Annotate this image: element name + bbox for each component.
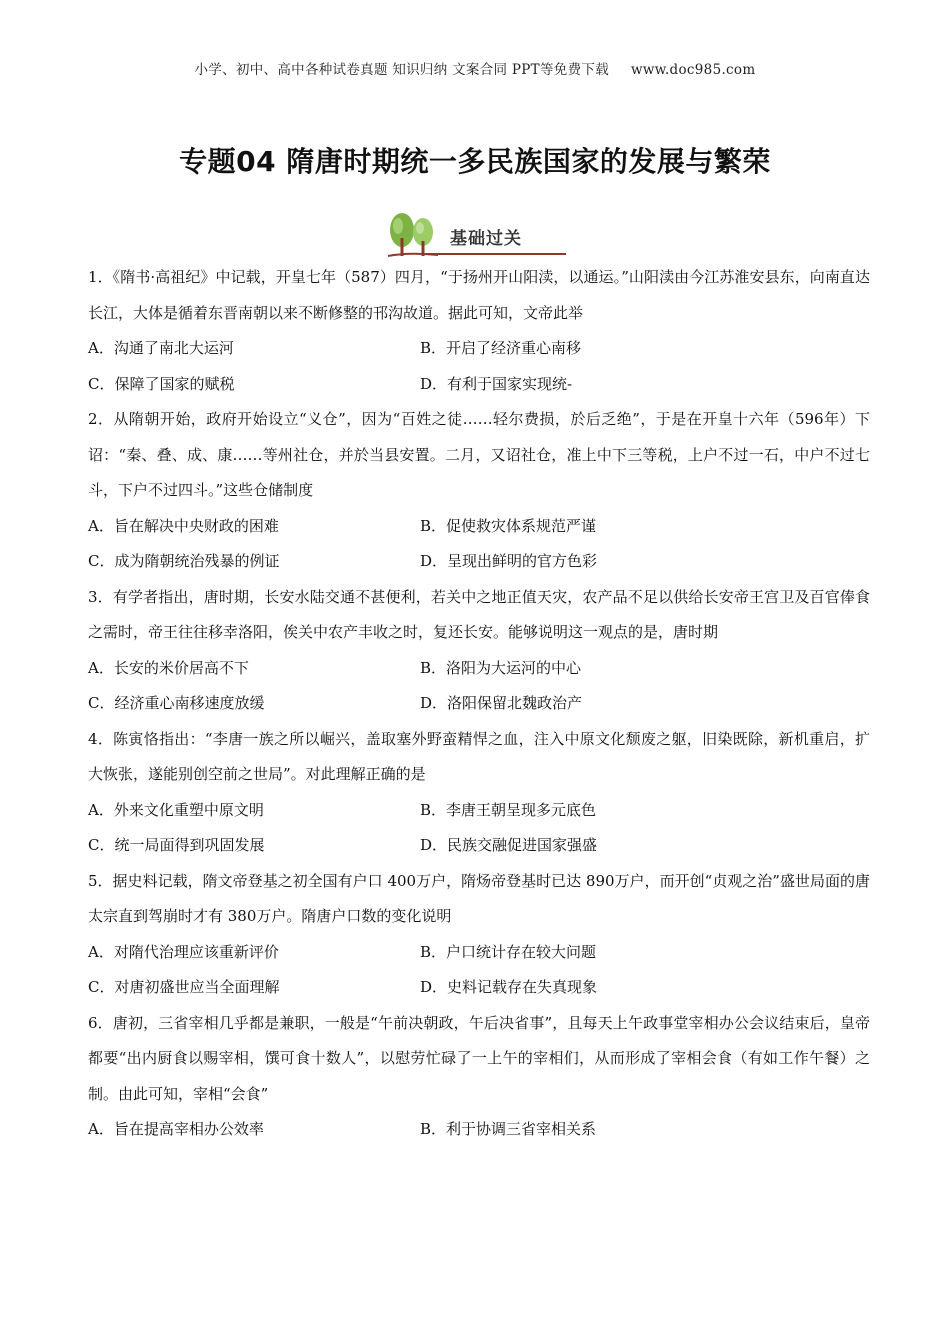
option-a: A．旨在提高宰相办公效率 — [88, 1120, 264, 1138]
question-item — [88, 580, 870, 722]
option-a: A．长安的米价居高不下 — [88, 658, 249, 677]
page-header — [0, 58, 950, 78]
option-d: D．民族交融促进国家强盛 — [420, 836, 598, 854]
question-item — [88, 864, 870, 1006]
option-d: D．呈现出鲜明的官方色彩 — [420, 552, 598, 570]
page-title: 专题04 隋唐时期统一多民族国家的发展与繁荣 — [179, 145, 771, 178]
option-b: B．李唐王朝呈现多元底色 — [420, 800, 597, 819]
option-c: C．保障了国家的赋税 — [88, 374, 235, 393]
option-d: D．洛阳保留北魏政治产 — [420, 694, 583, 712]
section-badge-underline — [426, 253, 566, 255]
question-stem: 1．《隋书·高祖纪》中记载，开皇七年（587）四月，“于扬州开山阳渎，以通运。”山阳渎由今江苏淮安县东，向南直达长江，大体是循着东晋南朝以来不断修整的邗沟故道。据此可知，文帝此举 — [88, 268, 870, 322]
option-b: B．洛阳为大运河的中心 — [420, 658, 582, 677]
option-a: A．旨在解决中央财政的困难 — [88, 516, 279, 535]
question-item — [88, 260, 870, 402]
option-d: D．史料记载存在失真现象 — [420, 978, 598, 996]
option-a: A．对隋代治理应该重新评价 — [88, 942, 279, 961]
section-badge — [378, 208, 574, 262]
question-item — [88, 1006, 870, 1148]
question-stem: 2．从隋朝开始，政府开始设立“义仓”，因为“百姓之徒……轻尔费损，於后乏绝”，于是在开皇十六年（596年）下诏：“秦、叠、成、康……等州社仓，并於当县安置。二月，又诏社仓，准上中下三等税，上户不过一石，中户不过七斗，下户不过四斗。”这些仓储制度 — [88, 410, 870, 499]
question-list — [88, 260, 870, 1148]
option-c: C．对唐初盛世应当全面理解 — [88, 978, 280, 996]
header-text: 小学、初中、高中各种试卷真题 知识归纳 文案合同 PPT等免费下载 — [194, 62, 609, 78]
question-stem: 4．陈寅恪指出：“李唐一族之所以崛兴，盖取塞外野蛮精悍之血，注入中原文化颓废之躯，旧染既除，新机重启，扩大恢张，遂能别创空前之世局”。对此理解正确的是 — [88, 729, 870, 783]
option-a: A．沟通了南北大运河 — [88, 339, 234, 357]
question-stem: 5．据史料记载，隋文帝登基之初全国有户口 400万户，隋炀帝登基时已达 890万户，而开创“贞观之治”盛世局面的唐太宗直到驾崩时才有 380万户。隋唐户口数的变化说明 — [88, 871, 870, 925]
question-stem: 6．唐初，三省宰相几乎都是兼职，一般是“午前决朝政，午后决省事”，且每天上午政事堂宰相办公会议结束后，皇帝都要“出内厨食以赐宰相，馔可食十数人”，以慰劳忙碌了一上午的宰相们，从而形成了宰相会食（有如工作午餐）之制。由此可知，宰相“会食” — [88, 1013, 870, 1103]
option-c: C．经济重心南移速度放缓 — [88, 694, 265, 712]
question-item — [88, 402, 870, 580]
question-stem: 3．有学者指出，唐时期，长安水陆交通不甚便利，若关中之地正值天灾，农产品不足以供给长安帝王宫卫及百官俸食之需时，帝王往往移幸洛阳，俟关中农产丰收之时，复还长安。能够说明这一观点的是，唐时期 — [88, 587, 870, 641]
option-c: C．成为隋朝统治残暴的例证 — [88, 552, 280, 570]
option-b: B．开启了经济重心南移 — [420, 339, 582, 357]
question-item — [88, 722, 870, 864]
option-c: C．统一局面得到巩固发展 — [88, 836, 265, 854]
option-a: A．外来文化重塑中原文明 — [88, 800, 264, 819]
section-badge-label: 基础过关 — [450, 229, 522, 249]
option-b: B．户口统计存在较大问题 — [420, 942, 597, 961]
option-d: D．有利于国家实现统- — [420, 374, 573, 393]
header-url[interactable]: www.doc985.com — [631, 62, 756, 78]
option-b: B．利于协调三省宰相关系 — [420, 1120, 597, 1138]
option-b: B．促使救灾体系规范严谨 — [420, 516, 597, 535]
